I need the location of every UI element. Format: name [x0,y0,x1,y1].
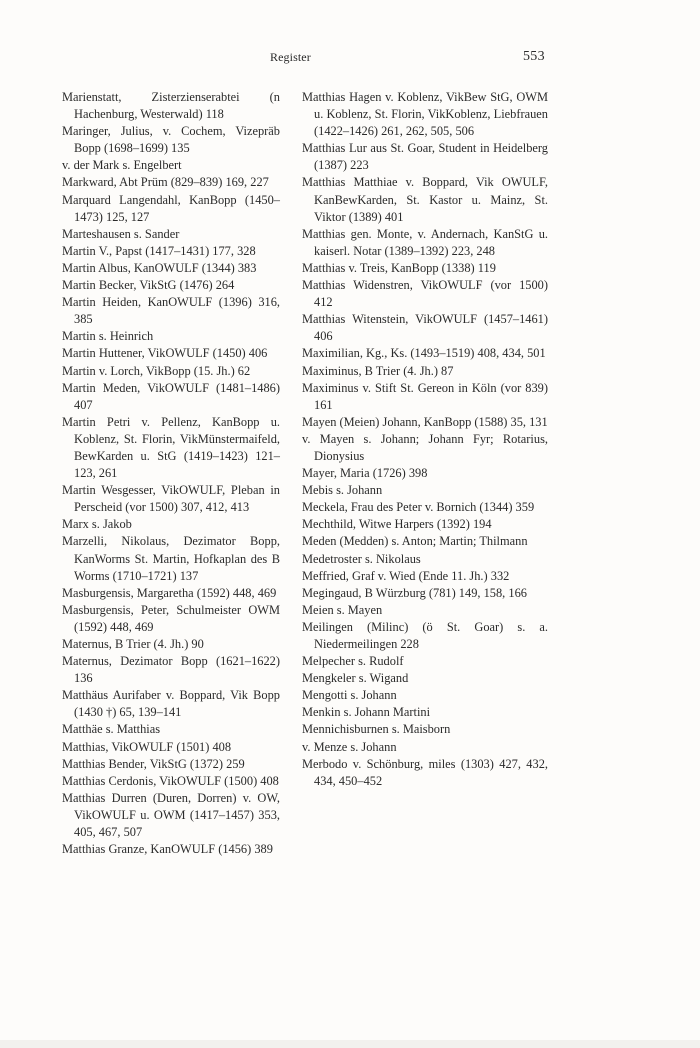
index-entry: Meilingen (Milinc) (ö St. Goar) s. a. Niedermeilingen 228 [302,619,548,651]
scan-bottom-edge [0,1040,700,1048]
index-entry: Maringer, Julius, v. Cochem, Vizepräb Bopp (1698–1699) 135 [62,124,280,156]
index-entry: Matthäe s. Matthias [62,722,161,737]
index-entry: Mengkeler s. Wigand [302,671,409,686]
index-entry: Maternus, Dezimator Bopp (1621–1622) 136 [62,654,280,686]
index-entry: Menkin s. Johann Martini [302,705,431,720]
index-entry: Matthias Witenstein, VikOWULF (1457–1461) 406 [302,312,548,344]
index-entry: Medetroster s. Nikolaus [302,551,421,566]
index-entry: Matthias Lur aus St. Goar, Student in Heidelberg (1387) 223 [302,141,548,173]
index-entry: Meckela, Frau des Peter v. Bornich (1344) 359 [302,500,535,515]
index-entry: Matthias gen. Monte, v. Andernach, KanStG u. kaiserl. Notar (1389–1392) 223, 248 [302,226,548,258]
index-entry: Mebis s. Johann [302,483,383,498]
index-entry: Maximilian, Kg., Ks. (1493–1519) 408, 434, 501 [302,346,546,361]
index-entry: Marzelli, Nikolaus, Dezimator Bopp, KanWorms St. Martin, Hofkaplan des B Worms (1710–1721) 137 [62,534,280,583]
index-entry: Marteshausen s. Sander [62,226,180,241]
index-entry: Meffried, Graf v. Wied (Ende 11. Jh.) 332 [302,568,510,583]
index-entry: Martin Albus, KanOWULF (1344) 383 [62,260,257,275]
index-entry: v. der Mark s. Engelbert [62,158,182,173]
index-entry: Maternus, B Trier (4. Jh.) 90 [62,637,204,651]
index-entry: Mayen (Meien) Johann, KanBopp (1588) 35, 131 [302,414,548,429]
index-entry: Matthias Cerdonis, VikOWULF (1500) 408 [62,773,279,788]
index-entry: Matthias, VikOWULF (1501) 408 [62,739,232,754]
index-entry: Matthias Bender, VikStG (1372) 259 [62,756,245,771]
page-number: 553 [523,49,545,64]
running-head: Register [270,50,311,64]
index-entry: v. Mayen s. Johann; Johann Fyr; Rotarius, Dionysius [302,431,548,463]
index-entry: Matthias Durren (Duren, Dorren) v. OW, VikOWULF u. OWM (1417–1457) 353, 405, 467, 507 [62,790,280,840]
index-entry: Martin Becker, VikStG (1476) 264 [62,278,235,293]
index-entry: Matthias Widenstren, VikOWULF (vor 1500) 412 [302,278,548,310]
index-entry: Melpecher s. Rudolf [302,654,404,669]
index-entry: Martin Heiden, KanOWULF (1396) 316, 385 [62,295,280,327]
index-entry: Maximinus v. Stift St. Gereon in Köln (vor 839) 161 [302,380,548,412]
left-column [62,89,280,858]
index-entry: Mennichisburnen s. Maisborn [302,722,451,737]
index-entry: Martin Wesgesser, VikOWULF, Pleban in Perscheid (vor 1500) 307, 412, 413 [62,483,280,515]
index-entry: Matthäus Aurifaber v. Boppard, Vik Bopp (1430 †) 65, 139–141 [62,688,280,720]
index-entry: Marx s. Jakob [62,517,132,532]
index-entry: Matthias v. Treis, KanBopp (1338) 119 [302,260,496,275]
index-entry: Markward, Abt Prüm (829–839) 169, 227 [62,175,269,190]
index-entry: Martin Huttener, VikOWULF (1450) 406 [62,346,268,361]
index-entry: Marienstatt, Zisterzienserabtei (n Hachenburg, Westerwald) 118 [62,90,280,122]
index-entry: Matthias Hagen v. Koblenz, VikBew StG, OWM u. Koblenz, St. Florin, VikKoblenz, Liebfrauen (1422–1426) 261, 262, 505, 506 [302,90,548,139]
index-entry: Mengotti s. Johann [302,688,397,703]
index-entry: Masburgensis, Peter, Schulmeister OWM (1592) 448, 469 [62,602,280,634]
index-entry: Martin Petri v. Pellenz, KanBopp u. Koblenz, St. Florin, VikMünstermaifeld, BewKarden u. StG (1419–1423) 121–123, 261 [62,414,280,481]
index-entry: Martin V., Papst (1417–1431) 177, 328 [62,243,256,258]
index-entry: Meden (Medden) s. Anton; Martin; Thilmann [302,534,528,549]
index-entry: Martin s. Heinrich [62,329,154,344]
page-header [0,50,700,70]
right-column [302,89,548,790]
index-entry: Matthias Matthiae v. Boppard, Vik OWULF, KanBewKarden, St. Kastor u. Mainz, St. Viktor (1389) 401 [302,175,548,224]
index-entry: Megingaud, B Würzburg (781) 149, 158, 166 [302,585,527,600]
index-entry: Mechthild, Witwe Harpers (1392) 194 [302,517,492,532]
index-entry: Matthias Granze, KanOWULF (1456) 389 [62,842,273,857]
index-entry: Marquard Langendahl, KanBopp (1450–1473) 125, 127 [62,192,280,224]
index-entry: Martin v. Lorch, VikBopp (15. Jh.) 62 [62,363,251,378]
index-entry: Maximinus, B Trier (4. Jh.) 87 [302,363,454,378]
index-entry: Mayer, Maria (1726) 398 [302,466,428,481]
index-entry: v. Menze s. Johann [302,739,397,754]
index-entry: Meien s. Mayen [302,602,383,617]
index-entry: Masburgensis, Margaretha (1592) 448, 469 [62,585,277,600]
index-entry: Martin Meden, VikOWULF (1481–1486) 407 [62,380,280,412]
index-entry: Merbodo v. Schönburg, miles (1303) 427, 432, 434, 450–452 [302,756,548,788]
